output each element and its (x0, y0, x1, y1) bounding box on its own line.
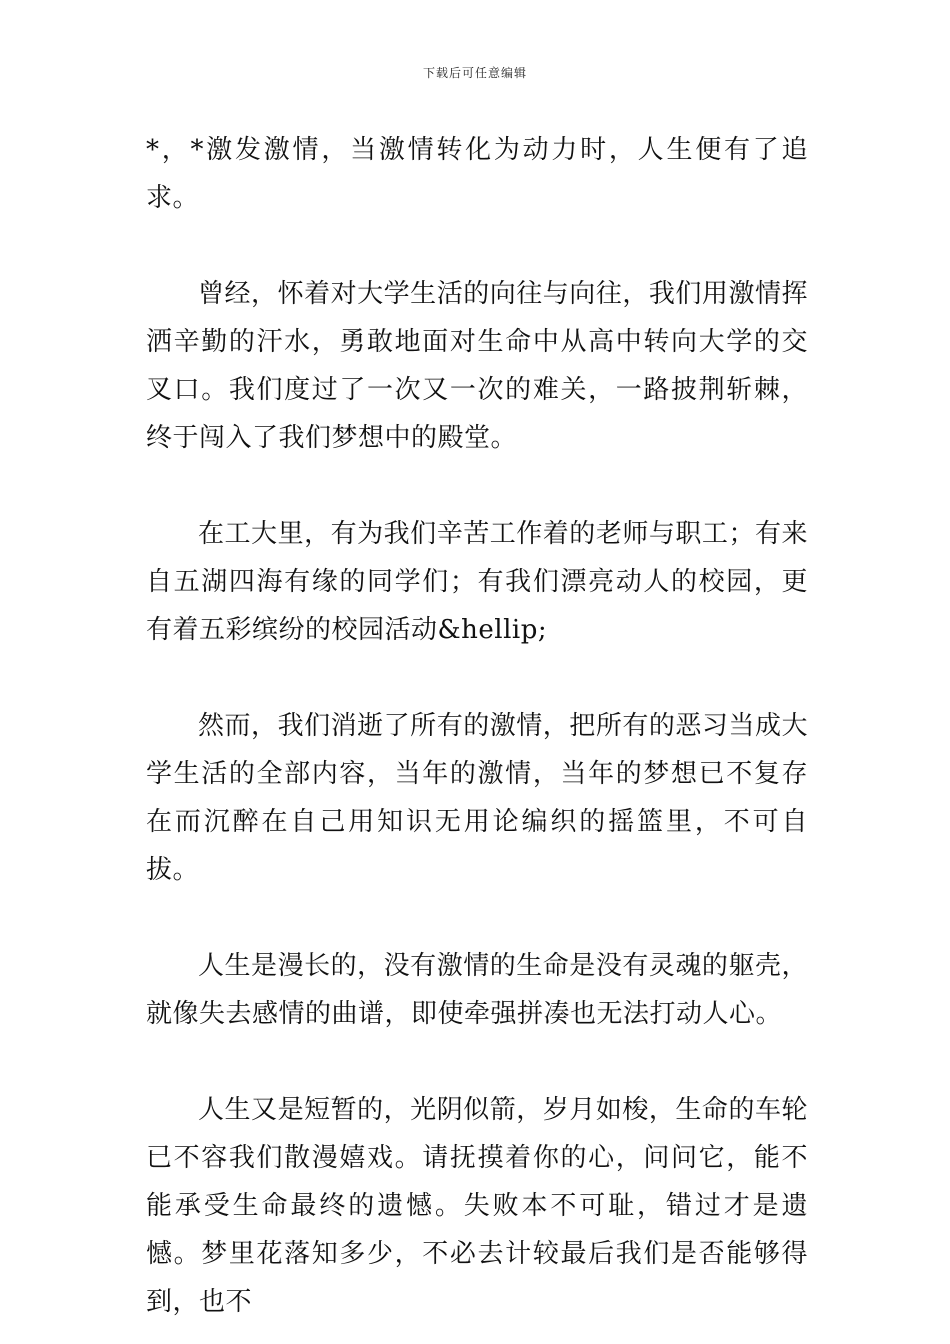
paragraph: 曾经，怀着对大学生活的向往与向往，我们用激情挥洒辛勤的汗水，勇敢地面对生命中从高中转向大学的交叉口。我们度过了一次又一次的难关，一路披荆斩棘，终于闯入了我们梦想中的殿堂。 (146, 279, 808, 453)
paragraph: 在工大里，有为我们辛苦工作着的老师与职工；有来自五湖四海有缘的同学们；有我们漂亮动人的校园，更有着五彩缤纷的校园活动&hellip; (146, 519, 808, 645)
paragraph: 人生又是短暂的，光阴似箭，岁月如梭，生命的车轮已不容我们散漫嬉戏。请抚摸着你的心，问问它，能不能承受生命最终的遗憾。失败本不可耻，错过才是遗憾。梦里花落知多少，不必去计较最后我们是否能够得到，也不 (146, 1095, 808, 1317)
paragraph: 然而，我们消逝了所有的激情，把所有的恶习当成大学生活的全部内容，当年的激情，当年的梦想已不复存在而沉醉在自己用知识无用论编织的摇篮里，不可自拔。 (146, 711, 808, 885)
paragraph: *，*激发激情，当激情转化为动力时，人生便有了追求。 (146, 135, 808, 213)
document-body (146, 126, 808, 1326)
page-header: 下载后可任意编辑 (422, 66, 527, 80)
paragraph: 人生是漫长的，没有激情的生命是没有灵魂的躯壳，就像失去感情的曲谱，即使牵强拼凑也无法打动人心。 (146, 951, 808, 1029)
